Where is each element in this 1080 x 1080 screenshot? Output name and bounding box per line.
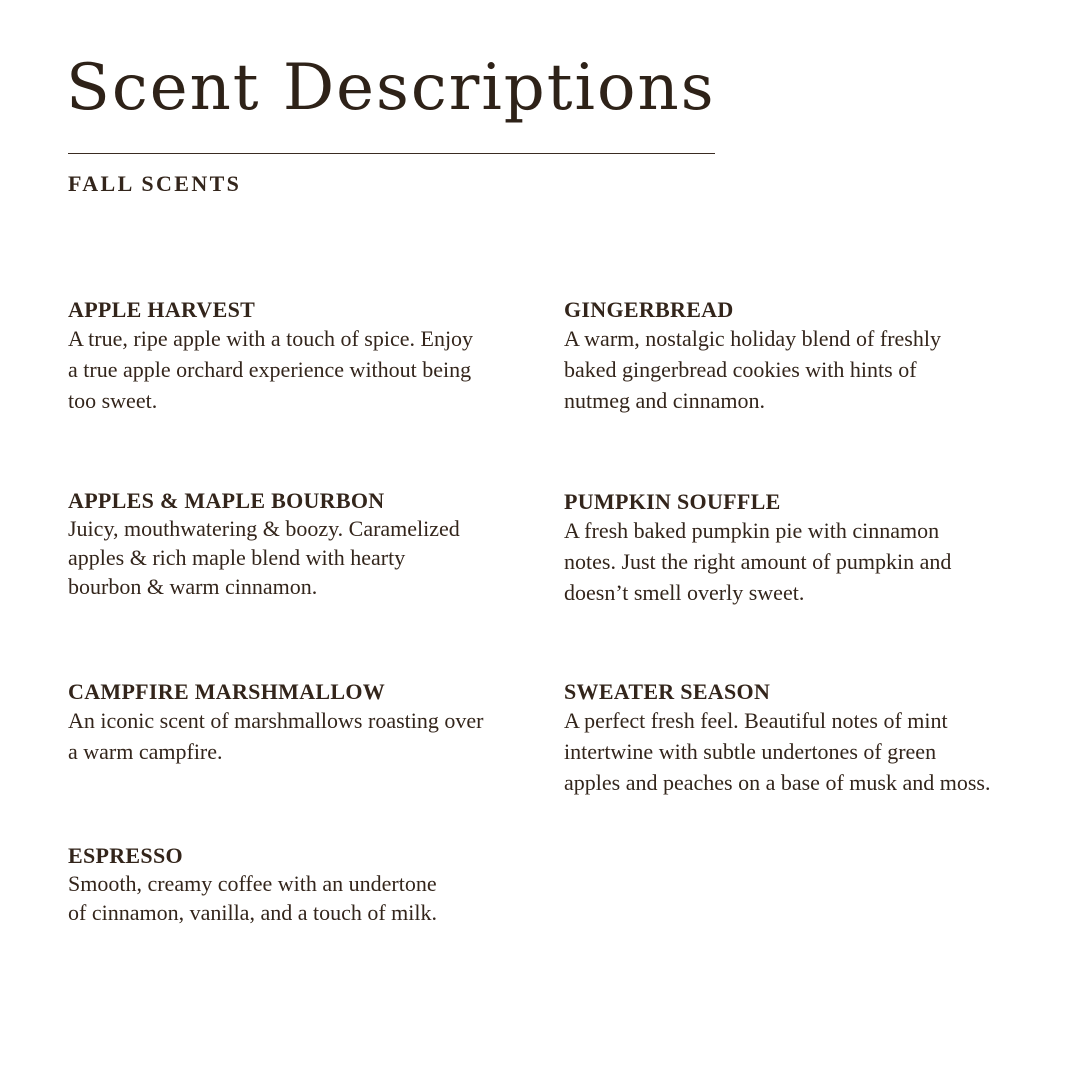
description-line: apples and peaches on a base of musk and moss.: [564, 770, 991, 795]
section-heading: FALL SCENTS: [68, 171, 242, 196]
scent-description: [68, 705, 538, 767]
scent-item-campfire-marshmallow: [68, 679, 538, 767]
description-line: intertwine with subtle undertones of green: [564, 739, 937, 764]
description-line: nutmeg and cinnamon.: [564, 388, 766, 413]
scent-item-apple-harvest: [68, 297, 538, 416]
description-line: Juicy, mouthwatering & boozy. Caramelized: [68, 516, 460, 541]
scent-description: [68, 323, 538, 416]
scent-item-gingerbread: [564, 297, 1044, 416]
scent-description: [564, 515, 1044, 608]
title-divider: [68, 153, 715, 154]
scent-description: [68, 869, 538, 927]
scent-description: [564, 323, 1044, 416]
scent-item-pumpkin-souffle: [564, 489, 1044, 608]
description-line: An iconic scent of marshmallows roasting over: [68, 708, 484, 733]
scent-item-apples-maple-bourbon: [68, 488, 538, 601]
description-line: doesn’t smell overly sweet.: [564, 580, 805, 605]
description-line: notes. Just the right amount of pumpkin and: [564, 549, 952, 574]
description-line: A warm, nostalgic holiday blend of freshly: [564, 326, 941, 351]
scent-name: SWEATER SEASON: [564, 679, 771, 704]
page-title: Scent Descriptions: [66, 51, 716, 125]
scent-description: [68, 514, 538, 601]
description-line: Smooth, creamy coffee with an undertone: [68, 871, 437, 896]
scent-name: GINGERBREAD: [564, 297, 734, 322]
scent-description: [564, 705, 1044, 798]
description-line: a warm campfire.: [68, 739, 223, 764]
description-line: too sweet.: [68, 388, 158, 413]
scent-name: APPLE HARVEST: [68, 297, 256, 322]
description-line: of cinnamon, vanilla, and a touch of milk.: [68, 900, 438, 925]
description-line: a true apple orchard experience without being: [68, 357, 472, 382]
description-line: A true, ripe apple with a touch of spice. Enjoy: [68, 326, 474, 351]
description-line: A perfect fresh feel. Beautiful notes of mint: [564, 708, 948, 733]
scent-name: CAMPFIRE MARSHMALLOW: [68, 679, 386, 704]
scent-item-sweater-season: [564, 679, 1044, 798]
description-line: baked gingerbread cookies with hints of: [564, 357, 917, 382]
scent-name: PUMPKIN SOUFFLE: [564, 489, 781, 514]
scent-item-espresso: [68, 843, 538, 927]
description-line: A fresh baked pumpkin pie with cinnamon: [564, 518, 940, 543]
description-line: apples & rich maple blend with hearty: [68, 545, 406, 570]
scent-name: APPLES & MAPLE BOURBON: [68, 488, 385, 513]
scent-name: ESPRESSO: [68, 843, 183, 868]
description-line: bourbon & warm cinnamon.: [68, 574, 318, 599]
